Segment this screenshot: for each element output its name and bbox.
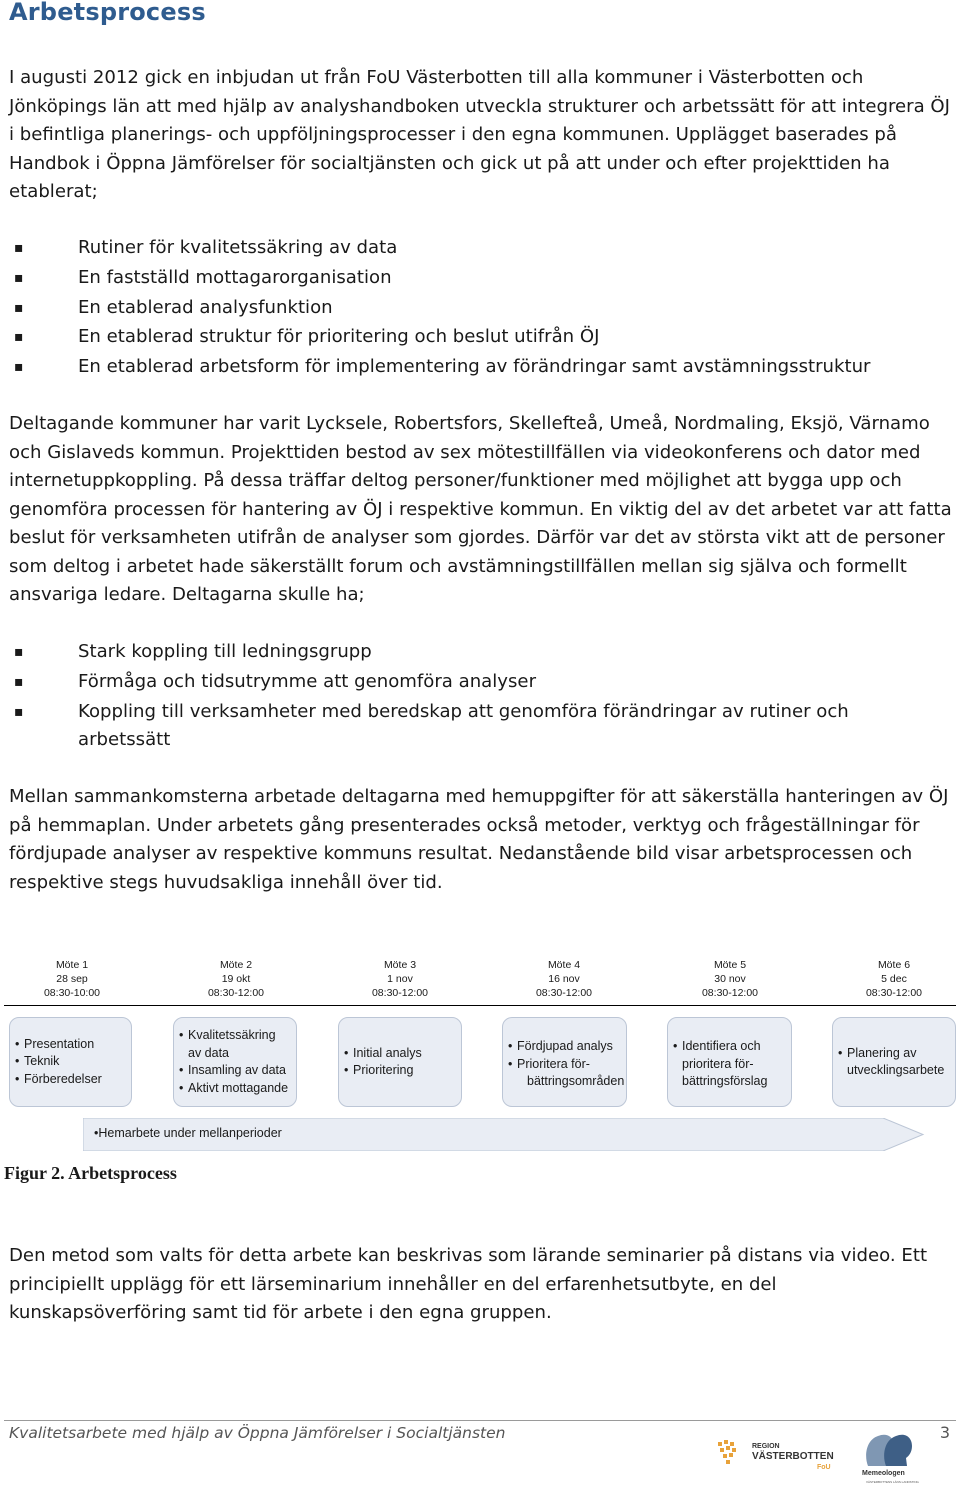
region-vasterbotten-logo	[714, 1434, 834, 1474]
bullet-icon: ▪	[14, 329, 24, 346]
step-box-1: • Presentation • Teknik • Förberedelser	[9, 1017, 132, 1107]
meeting-6: Möte 6 5 dec 08:30-12:00	[865, 959, 923, 999]
meeting-3: Möte 3 1 nov 08:30-12:00	[371, 959, 429, 999]
list-item: ▪ Stark koppling till ledningsgrupp	[0, 638, 945, 667]
process-paragraph: Mellan sammankomsterna arbetade deltagarna med hemuppgifter för att säkerställa hanteringen av ÖJ på hemmaplan. Under arbetets gång presenterades också metoder, verktyg och frågeställningar för fördjupade analyser av respektive kommuns resultat. Nedanstående bild visar arbetsprocessen och respektive stegs huvudsakliga innehåll över tid.	[9, 786, 949, 893]
bullet-icon: ▪	[14, 240, 24, 256]
step-box-6: • Planering av utvecklingsarbete	[832, 1017, 956, 1107]
page-number: 3	[939, 1423, 950, 1442]
list-item: ▪ Koppling till verksamheter med beredskap att genomföra förändringar av rutiner och arbetssätt	[0, 698, 945, 755]
footer-divider	[4, 1420, 956, 1421]
bullet-icon: ▪	[14, 673, 24, 690]
list-item: ▪ En etablerad struktur för prioritering och beslut utifrån ÖJ	[0, 323, 945, 352]
intro-paragraph: I augusti 2012 gick en inbjudan ut från FoU Västerbotten till alla kommuner i Västerbotten och Jönköpings län att med hjälp av analyshandboken utveckla strukturer och arbetssätt för att integrera ÖJ i befintliga planerings- och uppföljningsprocesser i den egna kommunen. Upplägget baserades på Handbok i Öppna Jämförelser för socialtjänsten och gick ut på att under och efter projekttiden ha etablerat;	[9, 67, 950, 202]
list-item: ▪ En etablerad arbetsform för implementering av förändringar samt avstämningsstruktur	[0, 353, 945, 382]
bullet-icon: ▪	[14, 359, 24, 376]
memeologen-logo	[858, 1428, 920, 1486]
figure-caption: Figur 2. Arbetsprocess	[4, 1163, 177, 1183]
svg-text:FoU: FoU	[817, 1464, 831, 1471]
bullet-icon: ▪	[14, 269, 24, 286]
step-box-4: • Fördjupad analys • Prioritera för- bättringsområden	[502, 1017, 627, 1107]
list-item: ▪ Förmåga och tidsutrymme att genomföra analyser	[0, 668, 945, 697]
step-box-2: • Kvalitetssäkring av data • Insamling av data • Aktivt mottagande	[173, 1017, 297, 1107]
requirements-list	[0, 638, 945, 756]
meeting-2: Möte 2 19 okt 08:30-12:00	[207, 959, 265, 999]
bullet-icon: ▪	[14, 644, 24, 660]
goals-list	[0, 234, 945, 383]
meeting-4: Möte 4 16 nov 08:30-12:00	[535, 959, 593, 999]
meeting-1: Möte 1 28 sep 08:30-10:00	[43, 959, 101, 999]
list-item: ▪ Rutiner för kvalitetssäkring av data	[0, 234, 945, 263]
step-box-3: • Initial analys • Prioritering	[338, 1017, 462, 1107]
list-item: ▪ En etablerad analysfunktion	[0, 294, 945, 323]
svg-text:REGION: REGION	[752, 1443, 780, 1450]
bullet-icon: ▪	[14, 703, 24, 720]
svg-text:VÄSTERBOTTENS LÄNS LANDSTING: VÄSTERBOTTENS LÄNS LANDSTING	[866, 1480, 919, 1484]
svg-text:Memeologen: Memeologen	[862, 1470, 905, 1477]
list-item: ▪ En fastställd mottagarorganisation	[0, 264, 945, 293]
svg-text:VÄSTERBOTTEN: VÄSTERBOTTEN	[752, 1451, 834, 1462]
step-box-5: • Identifiera och prioritera för- bättringsförslag	[667, 1017, 792, 1107]
page-heading: Arbetsprocess	[9, 0, 206, 26]
method-paragraph: Den metod som valts för detta arbete kan beskrivas som lärande seminarier på distans via video. Ett principiellt upplägg för ett lärseminarium innehåller en del erfarenhetsutbyte, en del kunskapsöverföring samt tid för arbete i den egna gruppen.	[9, 1245, 928, 1323]
footer-title: Kvalitetsarbete med hjälp av Öppna Jämförelser i Socialtjänsten	[9, 1424, 506, 1442]
homework-label: •Hemarbete under mellanperioder	[94, 1126, 282, 1140]
meeting-5: Möte 5 30 nov 08:30-12:00	[701, 959, 759, 999]
bullet-icon: ▪	[14, 299, 24, 316]
participants-paragraph: Deltagande kommuner har varit Lycksele, Robertsfors, Skellefteå, Umeå, Nordmaling, Eksjö, Värnamo och Gislaveds kommun. Projekttiden bestod av sex mötestillfällen via videokonferens och dator med internetuppkoppling. På dessa träffar deltog personer/funktioner med möjlighet att bygga upp och genomföra processen för hantering av ÖJ i respektive kommun. En viktig del av det arbetet var att fatta beslut för verksamheten utifrån de analyser som gjordes. Därför var det av största vikt att de personer som deltog i arbetet hade säkerställt forum och avstämningstillfällen mellan sig själva och formellt ansvariga ledare. Deltagarna skulle ha;	[9, 413, 952, 605]
timeline-axis	[4, 1005, 956, 1006]
